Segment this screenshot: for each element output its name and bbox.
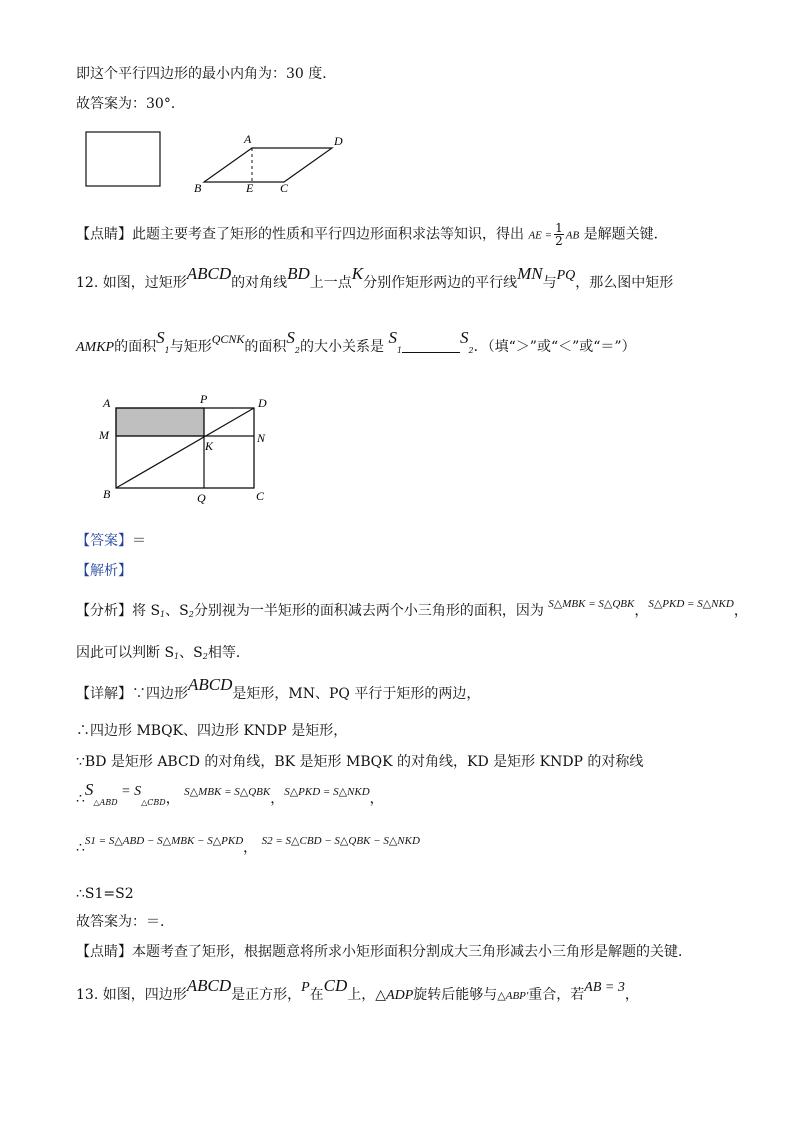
rectangle-shape — [86, 132, 160, 186]
label-C: C — [256, 489, 265, 503]
label-A: A — [244, 132, 252, 146]
shaded-rectangle-AMKP — [116, 408, 204, 436]
analysis-tag: 【解析】 — [76, 563, 132, 579]
remark-line: 【点睛】此题主要考查了矩形的性质和平行四边形面积求法等知识，得出 AE = $\frac{1}{2}$ AB 是解题关键． — [76, 221, 668, 248]
text-line: 即这个平行四边形的最小内角为：30 度． — [76, 66, 337, 82]
label-P: P — [200, 392, 208, 406]
question-12-line-1: 12. 如图，过矩形ABCD的对角线BD上一点K分别作矩形两边的平行线MN与PQ，那么图中矩形 — [76, 264, 674, 291]
equation-line-1: $\therefore S_{\triangle ABD} = S_{\triangle CBD}$， $^{S\triangle MBK = S\triangle QBK}$，$^{S\triangle PKD = S\triangle NKD}$， — [76, 780, 384, 807]
remark-tag: 【点睛】 — [76, 226, 132, 243]
answer-line-2: 故答案为：＝． — [76, 914, 174, 930]
label-B: B — [103, 487, 111, 501]
equation-line-2: ∴$^{S1 = S\triangle ABD - S\triangle MBK - S\triangle PKD}$， $^{S2 = S\triangle CBD - S\triangle QBK - S\triangle NKD}$ — [76, 835, 420, 856]
label-E: E — [246, 181, 254, 195]
label-D: D — [258, 396, 267, 410]
label-C: C — [280, 181, 289, 195]
label-M: M — [99, 428, 109, 442]
label-K: K — [205, 439, 214, 453]
answer-line — [76, 531, 146, 551]
parallelogram-shape — [204, 148, 332, 182]
answer-value: ＝ — [132, 533, 146, 549]
label-A: A — [103, 396, 111, 410]
detail-line-2: ∴四边形 MBQK、四边形 KNDP 是矩形， — [76, 723, 348, 739]
equality-line: ∴S1=S2 — [76, 886, 134, 902]
label-Q: Q — [197, 491, 206, 505]
answer-blank — [402, 352, 460, 353]
question-13-line-1: 13. 如图，四边形ABCD是正方形，P在CD上，△ADP旋转后能够与△ABP'重合，若AB = 3， — [76, 976, 639, 1003]
analysis-line-1: 【分析】将 $S_1$、$S_2$分别视为一半矩形的面积减去两个小三角形的面积，因为 $^{S\triangle MBK = S\triangle QBK}$，$^{S\triangle PKD = S\triangle NKD}$， — [76, 598, 748, 619]
label-D: D — [334, 134, 343, 148]
answer-tag: 【答案】 — [76, 533, 132, 549]
text-line: 故答案为：30°． — [76, 96, 185, 112]
remark-line-2: 【点睛】本题考查了矩形，根据题意将所求小矩形面积分割成大三角形减去小三角形是解题的关键． — [76, 944, 692, 960]
figure-rectangle-abcd — [96, 392, 286, 508]
label-N: N — [257, 431, 266, 445]
fraction-half: $\frac{1}{2}$ — [555, 221, 563, 248]
detail-line-3: ∵BD 是矩形 ABCD 的对角线，BK 是矩形 MBQK 的对角线，KD 是矩形 KNDP 的对称线 — [76, 754, 644, 770]
analysis-line-2: 因此可以判断 $S_1$、$S_2$相等． — [76, 645, 250, 661]
figure-rectangle-parallelogram — [80, 128, 370, 200]
question-12-line-2: AMKP的面积$S_1$与矩形QCNK的面积$S_2$的大小关系是 $S_1S_2$．（填“＞”或“＜”或“＝”） — [76, 328, 636, 355]
label-B: B — [194, 181, 202, 195]
detail-line-1: 【详解】∵四边形ABCD是矩形，MN、PQ 平行于矩形的两边， — [76, 675, 481, 702]
